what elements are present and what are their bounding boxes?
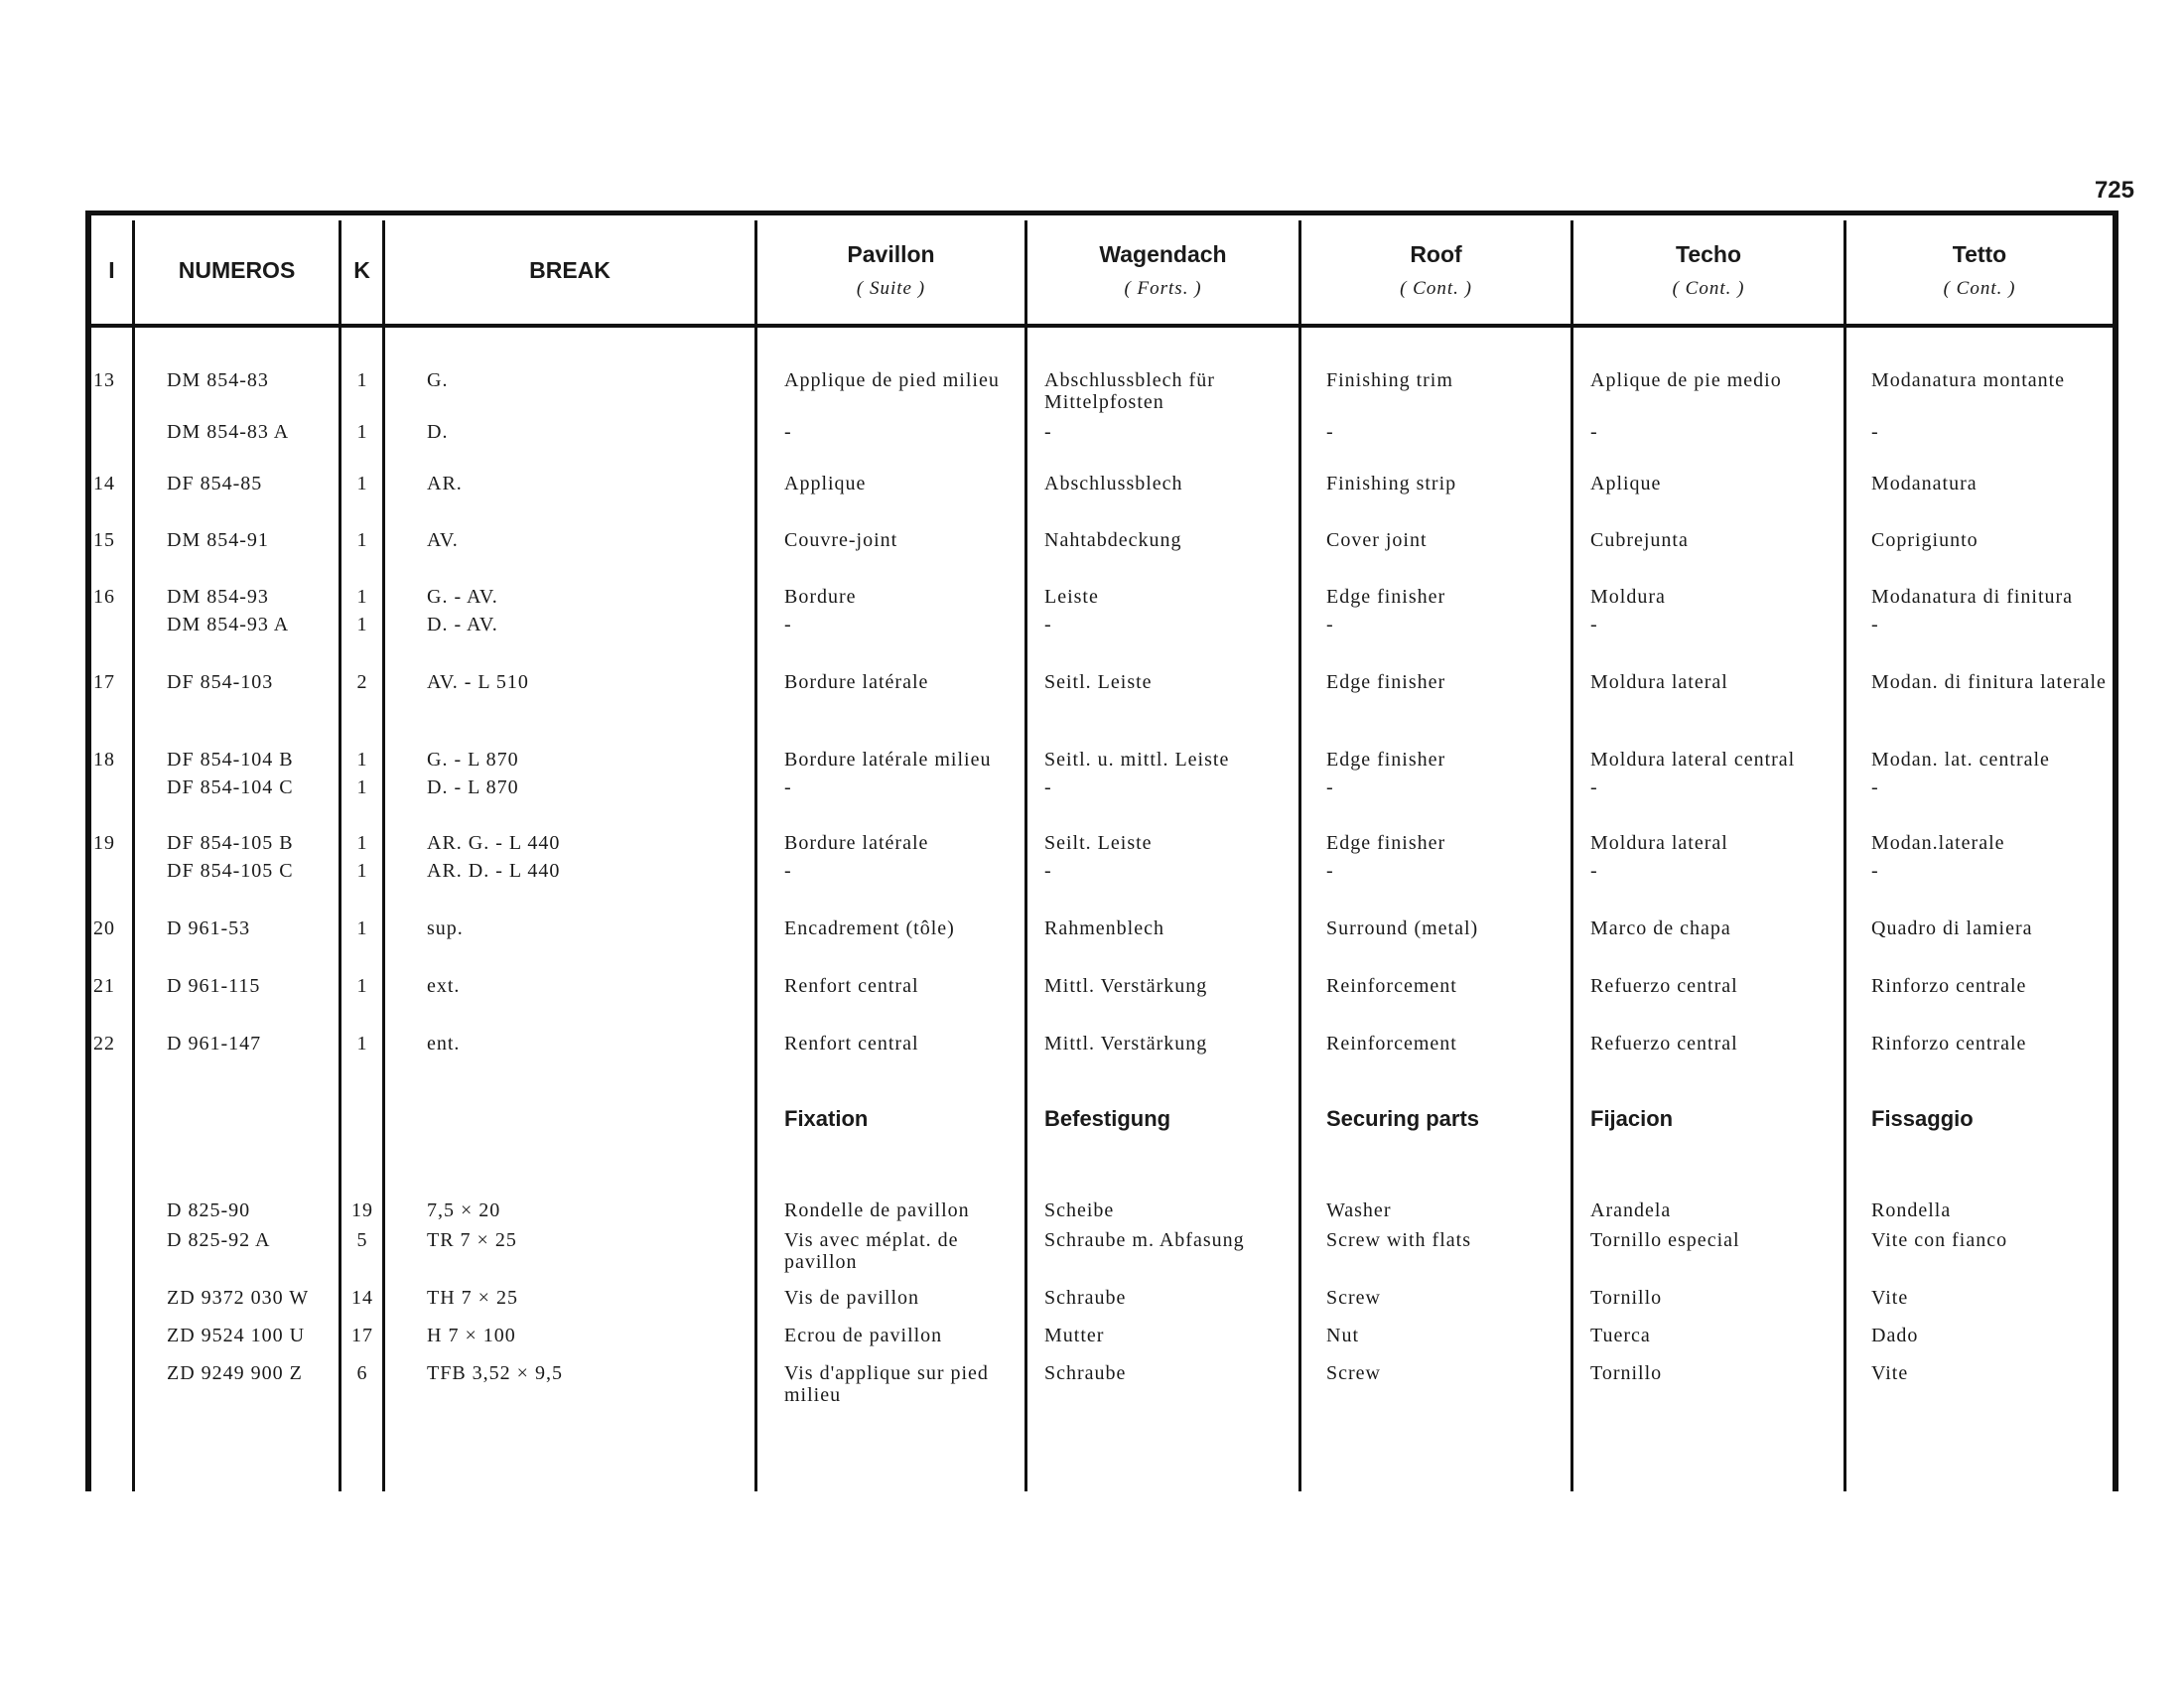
header-title: Techo [1675,240,1742,267]
cell-english: Edge finisher [1326,586,1446,608]
cell-german: Seitl. u. mittl. Leiste [1044,749,1230,771]
cell-english: Washer [1326,1199,1392,1221]
page-number: 725 [2094,177,2134,204]
cell-quantity: 14 [351,1287,373,1309]
cell-german: Seilt. Leiste [1044,832,1153,854]
header-col-numeros [135,220,339,320]
cell-french: - [784,614,792,635]
cell-french: Encadrement (tôle) [784,917,955,939]
cell-part-number: D 961-147 [167,1033,262,1055]
column-rule [1570,220,1573,1491]
cell-quantity: 19 [351,1199,373,1221]
cell-french: - [784,776,792,798]
cell-break: TFB 3,52 × 9,5 [427,1362,563,1384]
cell-english: Reinforcement [1326,975,1457,997]
column-rule [382,220,385,1491]
cell-break: AR. [427,473,463,494]
cell-italian: Rondella [1871,1199,1952,1221]
cell-index: 18 [93,749,115,771]
cell-spanish: Moldura [1590,586,1666,608]
cell-quantity: 1 [356,917,368,939]
cell-quantity: 1 [356,421,368,443]
cell-italian: Quadro di lamiera [1871,917,2033,939]
cell-french: Ecrou de pavillon [784,1325,943,1346]
cell-italian: - [1871,421,1879,443]
cell-quantity: 1 [356,832,368,854]
cell-french: Renfort central [784,1033,919,1055]
cell-break: 7,5 × 20 [427,1199,501,1221]
cell-quantity: 1 [356,586,368,608]
cell-spanish: Moldura lateral central [1590,749,1796,771]
cell-english: Edge finisher [1326,749,1446,771]
cell-spanish: Aplique de pie medio [1590,369,1782,391]
header-col-it [1846,220,2113,320]
column-rule [132,220,135,1491]
cell-french: - [784,860,792,882]
cell-quantity: 1 [356,860,368,882]
cell-german: Abschlussblech [1044,473,1183,494]
cell-german: - [1044,776,1052,798]
cell-break: G. - L 870 [427,749,519,771]
cell-part-number: DF 854-105 C [167,860,294,882]
header-title: Wagendach [1099,240,1227,267]
section-heading-de: Befestigung [1044,1106,1171,1131]
cell-german: Mutter [1044,1325,1105,1346]
header-subtitle: ( Cont. ) [1672,277,1745,299]
header-col-es [1573,220,1843,320]
column-rule [1843,220,1846,1491]
cell-quantity: 1 [356,975,368,997]
cell-english: Edge finisher [1326,671,1446,693]
cell-french: Vis d'applique sur pied milieu [784,1362,989,1406]
cell-english: Screw [1326,1287,1381,1309]
cell-part-number: DF 854-105 B [167,832,294,854]
cell-index: 22 [93,1033,115,1055]
cell-italian: Coprigiunto [1871,529,1979,551]
cell-break: sup. [427,917,464,939]
cell-part-number: DF 854-103 [167,671,274,693]
section-heading-it: Fissaggio [1871,1106,1974,1131]
cell-part-number: D 961-115 [167,975,261,997]
header-subtitle: ( Suite ) [856,277,926,299]
cell-break: G. [427,369,449,391]
cell-english: Screw [1326,1362,1381,1384]
cell-quantity: 1 [356,776,368,798]
cell-spanish: Cubrejunta [1590,529,1689,551]
cell-break: AV. [427,529,459,551]
cell-french: Applique de pied milieu [784,369,1000,391]
header-divider [85,324,2118,328]
cell-spanish: - [1590,860,1598,882]
cell-german: Abschlussblech für Mittelpfosten [1044,369,1215,413]
cell-english: Cover joint [1326,529,1428,551]
cell-quantity: 1 [356,749,368,771]
header-title: Roof [1410,240,1462,267]
cell-index: 19 [93,832,115,854]
header-col-en [1301,220,1570,320]
cell-spanish: Tuerca [1590,1325,1651,1346]
cell-part-number: ZD 9524 100 U [167,1325,306,1346]
cell-german: Mittl. Verstärkung [1044,1033,1208,1055]
cell-quantity: 1 [356,614,368,635]
section-heading-en: Securing parts [1326,1106,1480,1131]
cell-part-number: ZD 9249 900 Z [167,1362,303,1384]
cell-french: Couvre-joint [784,529,898,551]
cell-english: - [1326,421,1334,443]
cell-break: AR. G. - L 440 [427,832,561,854]
cell-french: - [784,421,792,443]
cell-spanish: Moldura lateral [1590,671,1728,693]
header-col-fr [757,220,1024,320]
cell-index: 15 [93,529,115,551]
cell-italian: - [1871,860,1879,882]
cell-english: Screw with flats [1326,1229,1471,1251]
cell-french: Rondelle de pavillon [784,1199,970,1221]
header-col-break [385,220,754,320]
cell-german: Leiste [1044,586,1099,608]
cell-german: - [1044,421,1052,443]
cell-german: Nahtabdeckung [1044,529,1182,551]
cell-italian: - [1871,614,1879,635]
cell-quantity: 1 [356,369,368,391]
cell-german: Schraube [1044,1362,1127,1384]
cell-break: D. - L 870 [427,776,519,798]
cell-break: ext. [427,975,461,997]
cell-break: G. - AV. [427,586,498,608]
section-heading-es: Fijacion [1590,1106,1674,1131]
cell-index: 17 [93,671,115,693]
cell-italian: Rinforzo centrale [1871,1033,2027,1055]
header-col-i [91,220,132,320]
cell-index: 13 [93,369,115,391]
cell-spanish: - [1590,776,1598,798]
cell-french: Bordure latérale [784,671,929,693]
cell-index: 21 [93,975,115,997]
cell-french: Vis de pavillon [784,1287,920,1309]
column-rule [754,220,757,1491]
header-subtitle: ( Cont. ) [1400,277,1472,299]
cell-spanish: Tornillo [1590,1287,1663,1309]
cell-part-number: DM 854-83 [167,369,269,391]
cell-english: Finishing trim [1326,369,1453,391]
cell-english: Surround (metal) [1326,917,1479,939]
cell-italian: Modanatura montante [1871,369,2066,391]
column-rule [339,220,341,1491]
cell-part-number: D 961-53 [167,917,251,939]
cell-italian: Modan.laterale [1871,832,2005,854]
cell-italian: Modan. lat. centrale [1871,749,2050,771]
cell-english: - [1326,860,1334,882]
cell-german: Rahmenblech [1044,917,1164,939]
cell-index: 16 [93,586,115,608]
cell-break: TR 7 × 25 [427,1229,517,1251]
header-label: NUMEROS [178,256,296,283]
cell-french: Vis avec méplat. de pavillon [784,1229,959,1273]
cell-index: 14 [93,473,115,494]
cell-spanish: Arandela [1590,1199,1672,1221]
cell-italian: Rinforzo centrale [1871,975,2027,997]
cell-english: - [1326,776,1334,798]
cell-break: TH 7 × 25 [427,1287,518,1309]
cell-english: - [1326,614,1334,635]
cell-index: 20 [93,917,115,939]
cell-part-number: DM 854-83 A [167,421,290,443]
cell-break: H 7 × 100 [427,1325,516,1346]
cell-part-number: D 825-92 A [167,1229,271,1251]
cell-quantity: 1 [356,529,368,551]
header-title: Tetto [1952,240,2007,267]
header-col-de [1027,220,1298,320]
header-label: BREAK [529,256,611,283]
cell-italian: Vite con fianco [1871,1229,2008,1251]
header-label: K [353,256,370,283]
header-subtitle: ( Cont. ) [1943,277,2016,299]
cell-part-number: DM 854-93 A [167,614,290,635]
cell-italian: - [1871,776,1879,798]
cell-german: - [1044,860,1052,882]
cell-italian: Vite [1871,1287,1909,1309]
cell-french: Bordure [784,586,857,608]
cell-break: ent. [427,1033,461,1055]
cell-spanish: - [1590,614,1598,635]
cell-spanish: Tornillo [1590,1362,1663,1384]
cell-spanish: Marco de chapa [1590,917,1731,939]
cell-quantity: 17 [351,1325,373,1346]
cell-french: Bordure latérale [784,832,929,854]
cell-break: AR. D. - L 440 [427,860,561,882]
cell-part-number: DF 854-85 [167,473,263,494]
header-col-k [341,220,382,320]
cell-german: Schraube m. Abfasung [1044,1229,1245,1251]
cell-spanish: - [1590,421,1598,443]
cell-italian: Modanatura [1871,473,1978,494]
cell-quantity: 5 [356,1229,368,1251]
cell-break: D. - AV. [427,614,498,635]
cell-german: - [1044,614,1052,635]
column-rule [1298,220,1301,1491]
cell-italian: Modanatura di finitura [1871,586,2074,608]
cell-english: Finishing strip [1326,473,1457,494]
cell-break: AV. - L 510 [427,671,529,693]
cell-part-number: DF 854-104 C [167,776,294,798]
column-rule [1024,220,1027,1491]
cell-french: Bordure latérale milieu [784,749,992,771]
cell-german: Seitl. Leiste [1044,671,1153,693]
cell-italian: Dado [1871,1325,1919,1346]
cell-part-number: D 825-90 [167,1199,251,1221]
cell-break: D. [427,421,449,443]
cell-quantity: 1 [356,473,368,494]
cell-english: Reinforcement [1326,1033,1457,1055]
cell-spanish: Moldura lateral [1590,832,1728,854]
cell-spanish: Aplique [1590,473,1662,494]
cell-spanish: Tornillo especial [1590,1229,1740,1251]
cell-part-number: DM 854-91 [167,529,269,551]
cell-english: Edge finisher [1326,832,1446,854]
cell-german: Schraube [1044,1287,1127,1309]
header-label: I [108,256,115,283]
cell-french: Renfort central [784,975,919,997]
cell-english: Nut [1326,1325,1359,1346]
cell-italian: Vite [1871,1362,1909,1384]
cell-quantity: 1 [356,1033,368,1055]
header-title: Pavillon [847,240,935,267]
header-subtitle: ( Forts. ) [1124,277,1202,299]
cell-german: Scheibe [1044,1199,1115,1221]
cell-quantity: 2 [356,671,368,693]
cell-part-number: ZD 9372 030 W [167,1287,310,1309]
cell-part-number: DF 854-104 B [167,749,294,771]
cell-german: Mittl. Verstärkung [1044,975,1208,997]
section-heading-fr: Fixation [784,1106,869,1131]
cell-spanish: Refuerzo central [1590,975,1738,997]
cell-french: Applique [784,473,867,494]
cell-quantity: 6 [356,1362,368,1384]
cell-spanish: Refuerzo central [1590,1033,1738,1055]
cell-italian: Modan. di finitura laterale [1871,671,2107,693]
cell-part-number: DM 854-93 [167,586,269,608]
